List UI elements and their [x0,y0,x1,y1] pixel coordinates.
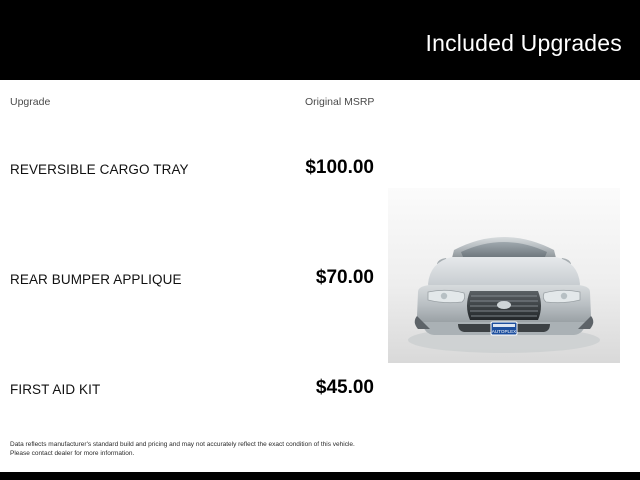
upgrade-price: $100.00 [305,157,374,178]
upgrade-price: $70.00 [315,267,374,288]
disclaimer-line-1: Data reflects manufacturer's standard build and pricing and may not accurately reflect the exact condition of this vehicle. [10,441,355,448]
page-title: Included Upgrades [425,29,622,56]
disclaimer-line-2: Please contact dealer for more information. [10,450,135,458]
upgrade-name: REVERSIBLE CARGO TRAY [10,162,189,177]
column-header-msrp: Original MSRP [305,96,375,108]
upgrade-name: REAR BUMPER APPLIQUE [10,272,182,287]
page-header [0,6,640,80]
upgrade-price: $45.00 [315,377,374,398]
upgrade-name: FIRST AID KIT [10,382,101,397]
table-column-headers [0,96,640,114]
vehicle-front-photo [388,188,620,363]
bottom-black-strip [0,472,640,480]
column-header-upgrade: Upgrade [10,96,51,108]
svg-text:AUTOPLEX: AUTOPLEX [491,329,517,334]
disclaimer-text [10,440,440,459]
